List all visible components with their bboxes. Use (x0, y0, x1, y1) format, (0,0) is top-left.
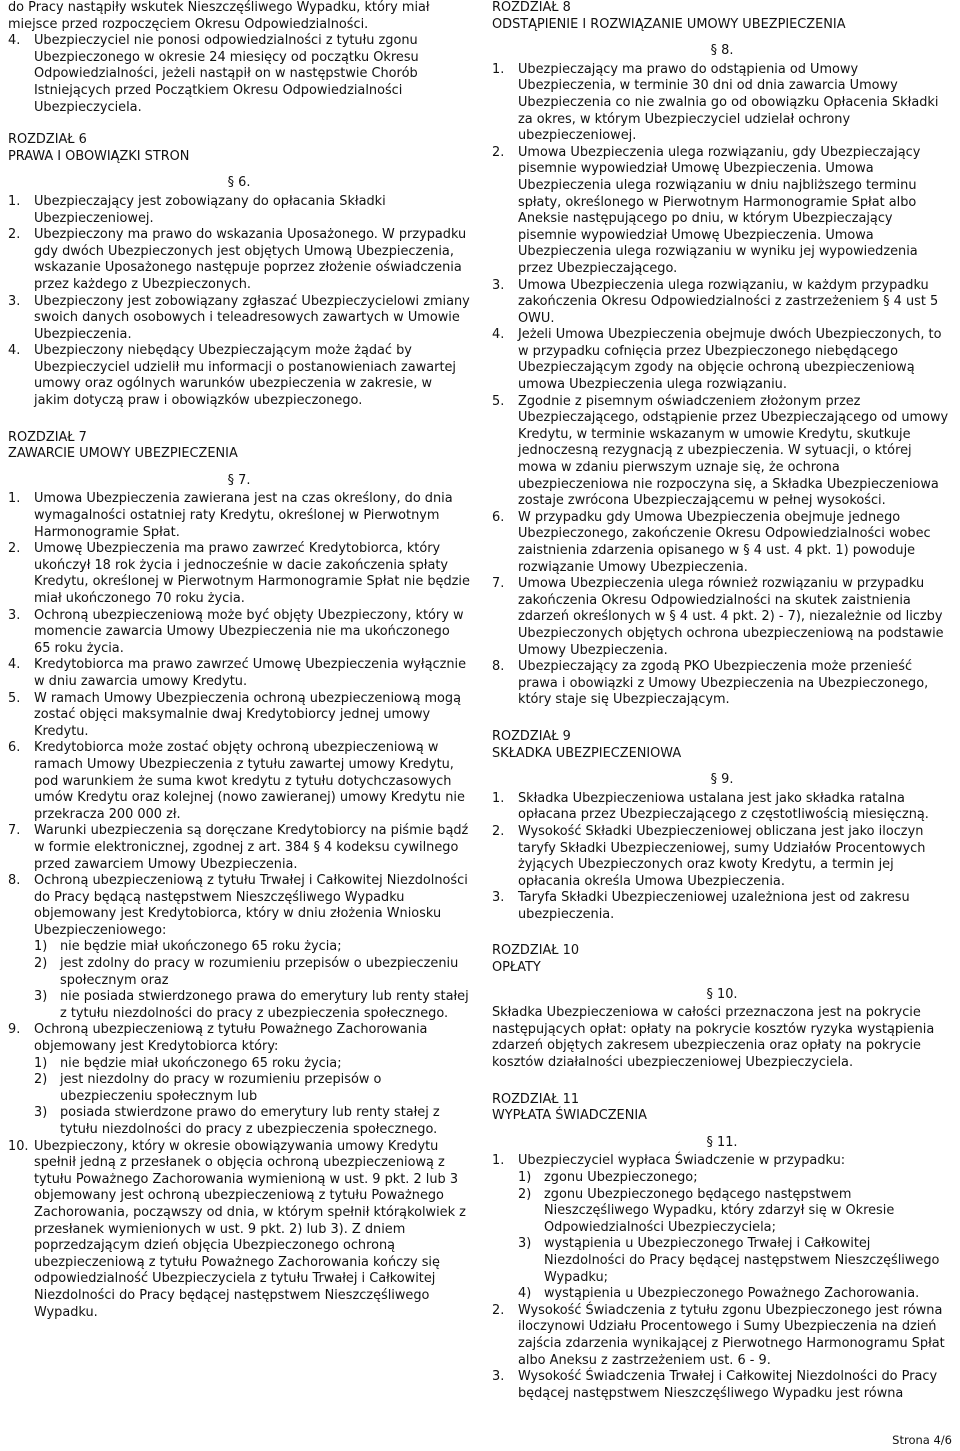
chapter-7-items (8, 491, 470, 1321)
item-text: Składka Ubezpieczeniowa ustalana jest jako składka ratalna opłacana przez Ubezpieczającego z częstotliwością miesięczną. (518, 790, 929, 823)
item-text: Ubezpieczający ma prawo do odstąpienia od Umowy Ubezpieczenia, w terminie 30 dni od dnia zawarcia Umowy Ubezpieczenia co nie zwalnia go od obowiązku Opłacenia Składki za okres, w którym Ubezpieczyciel udzielał ochrony ubezpieczeniowej. (518, 61, 939, 144)
sub-item-number: 3) (34, 1105, 48, 1121)
item-number: 1. (8, 491, 21, 507)
item-text: Zgodnie z pisemnym oświadczeniem złożonym przez Ubezpieczającego, odstąpienie przez Ubezpieczającego od umowy Kredytu, w terminie wskazanym w umowie Kredytu, skutkuje jednoczesną rezygnacją z ubezpieczenia. W sytuacji, o której mowa w zdaniu pierwszym uznaje się, że ochrona ubezpieczeniowa nie rozpoczyna się, a Składka Ubezpieczeniowa zostaje zwrócona Ubezpieczającemu w pełnej wysokości. (518, 393, 949, 509)
sub-item-number: 3) (518, 1236, 532, 1252)
sub-item (518, 1170, 952, 1187)
page-number: Strona 4/6 (892, 1433, 952, 1448)
item-text: Ochroną ubezpieczeniową może być objęty Ubezpieczony, który w momencie zawarcia Umowy Ubezpieczenia nie ma ukończonego 65 roku życia. (34, 607, 464, 656)
item-text: Ubezpieczający jest zobowiązany do opłacania Składki Ubezpieczeniowej. (34, 193, 386, 226)
chapter-heading-10 (492, 943, 952, 976)
section-marker: § 8. (710, 43, 734, 59)
sub-item-number: 2) (34, 956, 48, 972)
list-item (8, 227, 470, 293)
list-item (492, 1153, 952, 1302)
item-number: 6. (492, 509, 505, 525)
chapter-8-items (492, 62, 952, 709)
list-item (492, 576, 952, 659)
item-number: 4. (8, 33, 21, 49)
chapter-10-paragraph: Składka Ubezpieczeniowa w całości przeznaczona jest na pokrycie następujących opłat: opłaty na pokrycie kosztów ryzyka wystąpienia zdarzeń objętych zakresem ubezpieczenia oraz opłaty na pokrycie kosztów działalności ubezpieczeniowej Ubezpieczyciela. (492, 1005, 935, 1071)
item-number: 1. (492, 1153, 505, 1169)
chapter-heading-7 (8, 430, 470, 463)
section-marker: § 10. (706, 986, 738, 1002)
item-number: 3. (8, 607, 21, 623)
sub-item (34, 1056, 470, 1073)
chapter-11-items (492, 1153, 952, 1402)
item-number: 2. (8, 227, 21, 243)
sub-item-number: 4) (518, 1286, 532, 1302)
sub-item (34, 1105, 470, 1138)
chapter-title: ROZDZIAŁ 9 (492, 728, 571, 744)
item-number: 3. (8, 293, 21, 309)
item-number: 3. (492, 890, 505, 906)
chapter-title: ROZDZIAŁ 10 (492, 943, 580, 959)
item-number: 2. (8, 541, 21, 557)
sub-item (518, 1286, 952, 1303)
chapter-subtitle: OPŁATY (492, 960, 541, 976)
list-item (492, 1369, 952, 1402)
item-number: 4. (492, 327, 505, 343)
item-number: 5. (8, 690, 21, 706)
item-text: Ubezpieczony, który w okresie obowiązywania umowy Kredytu spełnił jedną z przesłanek o objęcia ochroną ubezpieczeniową z tytułu Poważnego Zachorowania wymienioną w ust. 9 pkt. 2 lub 3 objemowany jest ochroną ubezpieczeniową z tytułu Poważnego Zachorowania, począwszy od dnia, w którym spełnił którąkolwiek z przesłanek wymienionych w ust. 9 pkt. 2) lub 3). Z dniem poprzedzającym dzień objęcia Ubezpieczonego ochroną ubezpieczeniową z tytułu Poważnego Zachorowania kończy się odpowiedzialność Ubezpieczyciela z tytułu Trwałej i Całkowitej Niezdolności do Pracy będącej następstwem Nieszczęśliwego Wypadku. (34, 1138, 466, 1320)
item-number: 1. (492, 790, 505, 806)
sub-item-text: wystąpienia u Ubezpieczonego Trwałej i Całkowitej Niezdolności do Pracy będącej następstwem Nieszczęśliwego Wypadku; (544, 1236, 940, 1285)
section-marker: § 6. (227, 175, 251, 191)
sub-item (34, 956, 470, 989)
item-number: 10. (8, 1138, 29, 1154)
chapter-title: ROZDZIAŁ 11 (492, 1091, 580, 1107)
item-text: Ubezpieczony niebędący Ubezpieczającym może żądać by Ubezpieczyciel udzielił mu informacji o postanowieniach zawartej umowy oraz ogólnych warunków ubezpieczenia w zakresie, w jakim dotyczą praw i obowiązków ubezpieczonego. (34, 343, 457, 409)
item-text: Umowa Ubezpieczenia ulega rozwiązaniu, w każdym przypadku zakończenia Okresu Odpowiedzialności z zastrzeżeniem § 4 ust 5 OWU. (518, 277, 939, 326)
list-item (492, 145, 952, 278)
section-marker: § 7. (227, 472, 251, 488)
chapter-subtitle: ODSTĄPIENIE I ROZWIĄZANIE UMOWY UBEZPIECZENIA (492, 16, 846, 32)
item-text: Umowę Ubezpieczenia ma prawo zawrzeć Kredytobiorca, który ukończył 18 rok życia i jednocześnie w dacie zakończenia spłaty Kredytu, określonej w Pierwotnym Harmonogramie Spłat nie będzie miał ukończonego 70 roku życia. (34, 541, 470, 606)
list-item (8, 873, 470, 1022)
sub-item-text: zgonu Ubezpieczonego; (544, 1170, 698, 1185)
list-item (8, 1022, 470, 1138)
sub-item-text: zgonu Ubezpieczonego będącego następstwem Nieszczęśliwego Wypadku, który zdarzył się w Okresie Odpowiedzialności Ubezpieczyciela; (544, 1186, 895, 1235)
list-item (8, 1139, 470, 1322)
item-number: 6. (8, 740, 21, 756)
item-text: Ubezpieczający za zgodą PKO Ubezpieczenia może przenieść prawa i obowiązki z Umowy Ubezpieczenia na Ubezpieczonego, który staje się Ubezpieczającym. (518, 659, 929, 708)
item-number: 8. (492, 659, 505, 675)
sub-item-text: jest niezdolny do pracy w rozumieniu przepisów o ubezpieczeniu społecznym lub (60, 1072, 382, 1104)
item-text: Umowa Ubezpieczenia ulega rozwiązaniu, gdy Ubezpieczający pisemnie wypowiedział Umowę Ubezpieczenia. Umowa Ubezpieczenia ulega rozwiązaniu w dniu najbliższego terminu spłaty, określonego w Pierwotnym Harmonogramie Spłat albo Aneksie następującego po dniu, w którym Ubezpieczający pisemnie wypowiedział Umowę Ubezpieczenia. Umowa Ubezpieczenia ulega rozwiązaniu w wyniku jej wypowiedzenia przez Ubezpieczającego. (518, 144, 921, 276)
item-text: Ochroną ubezpieczeniową z tytułu Trwałej i Całkowitej Niezdolności do Pracy będącą następstwem Nieszczęśliwego Wypadku objemowany jest Kredytobiorca, który w dniu złożenia Wniosku Ubezpieczeniowego: (34, 873, 468, 938)
chapter-9-items (492, 791, 952, 924)
chapter-heading-9 (492, 729, 952, 762)
list-item (492, 62, 952, 145)
item-text: Warunki ubezpieczenia są doręczane Kredytobiorcy na piśmie bądź w formie elektronicznej, zgodnej z art. 384 § 4 kodeksu cywilnego przed zawarciem Umowy Ubezpieczenia. (34, 823, 469, 872)
item-number: 1. (492, 61, 505, 77)
list-item (492, 510, 952, 576)
item-number: 4. (8, 657, 21, 673)
list-item (492, 327, 952, 393)
right-column (492, 0, 952, 1402)
chapter-title: ROZDZIAŁ 6 (8, 132, 87, 148)
item-number: 5. (492, 393, 505, 409)
item-number: 7. (8, 823, 21, 839)
item-text: Taryfa Składki Ubezpieczeniowej uzależniona jest od zakresu ubezpieczenia. (518, 890, 910, 922)
sub-item (34, 989, 470, 1022)
sub-item-text: posiada stwierdzone prawo do emerytury lub renty stałej z tytułu niezdolności do pracy z ubezpieczenia społecznego. (60, 1105, 440, 1137)
item-text: Ubezpieczyciel nie ponosi odpowiedzialności z tytułu zgonu Ubezpieczonego w okresie 24 miesięcy od początku Okresu Odpowiedzialności, jeżeli nastąpił on w następstwie Chorób Istniejących przed Początkiem Okresu Odpowiedzialności Ubezpieczyciela. (34, 33, 419, 115)
item-number: 1. (8, 193, 21, 209)
sub-item-number: 1) (518, 1170, 532, 1185)
sub-item-number: 2) (518, 1186, 532, 1202)
item-text: Ubezpieczyciel wypłaca Świadczenie w przypadku: (518, 1153, 846, 1169)
list-item (8, 491, 470, 541)
sub-item-text: jest zdolny do pracy w rozumieniu przepisów o ubezpieczeniu społecznym oraz (60, 956, 459, 988)
section-marker: § 11. (706, 1134, 738, 1150)
sub-item (518, 1187, 952, 1237)
item-text: W przypadku gdy Umowa Ubezpieczenia obejmuje jednego Ubezpieczonego, zakończenie Okresu Odpowiedzialności wobec zaistnienia zdarzenia opisanego w § 4 ust. 4 pkt. 1) powoduje rozwiązanie Umowy Ubezpieczenia. (518, 509, 931, 575)
sub-item-text: wystąpienia u Ubezpieczonego Poważnego Zachorowania. (544, 1286, 920, 1302)
item-number: 9. (8, 1022, 21, 1038)
list-item (8, 194, 470, 227)
item-number: 2. (492, 823, 505, 839)
chapter-subtitle: PRAWA I OBOWIĄZKI STRON (8, 148, 190, 164)
chapter-title: ROZDZIAŁ 8 (492, 0, 571, 15)
section-marker: § 9. (710, 772, 734, 788)
item-text: Wysokość Świadczenia Trwałej i Całkowitej Niezdolności do Pracy będącej następstwem Nieszczęśliwego Wypadku jest równa (518, 1369, 938, 1401)
list-item (8, 740, 470, 823)
chapter-heading-6 (8, 132, 470, 165)
item-text: Wysokość Składki Ubezpieczeniowej obliczana jest jako iloczyn taryfy Składki Ubezpieczeniowej, sumy Udziałów Procentowych żyjących Ubezpieczonych oraz kwoty Kredytu, a termin jej opłacania określa Umowa Ubezpieczenia. (518, 823, 926, 889)
list-item (8, 33, 470, 116)
chapter-subtitle: ZAWARCIE UMOWY UBEZPIECZENIA (8, 446, 238, 462)
item-text: Umowa Ubezpieczenia zawierana jest na czas określony, do dnia wymagalności ostatniej raty Kredytu, określonej w Pierwotnym Harmonogramie Spłat. (34, 491, 453, 540)
chapter-subtitle: WYPŁATA ŚWIADCZENIA (492, 1108, 647, 1124)
item-text: Jeżeli Umowa Ubezpieczenia obejmuje dwóch Ubezpieczonych, to w przypadku cofnięcia przez Ubezpieczonego niebędącego Ubezpieczającym zgody na objęcie ochroną ubezpieczeniową umowa Ubezpieczenia ulega rozwiązaniu. (518, 327, 942, 393)
item-text: Kredytobiorca ma prawo zawrzeć Umowę Ubezpieczenia wyłącznie w dniu zawarcia umowy Kredytu. (34, 657, 467, 689)
list-item (8, 541, 470, 607)
sub-item-number: 1) (34, 939, 48, 955)
sub-item-number: 1) (34, 1055, 48, 1071)
item-text: Ubezpieczony ma prawo do wskazania Uposażonego. W przypadku gdy dwóch Ubezpieczonych jest objętych Umową Ubezpieczenia, wskazanie Uposażonego następuje poprzez złożenie oświadczenia przez każdego z Ubezpieczonych. (34, 227, 467, 292)
sub-item-text: nie będzie miał ukończonego 65 roku życia; (60, 939, 342, 955)
list-item (8, 657, 470, 690)
list-item (492, 394, 952, 510)
item-text: Umowa Ubezpieczenia ulega również rozwiązaniu w przypadku zakończenia Okresu Odpowiedzialności na skutek zaistnienia zdarzeń określonych w § 4 ust. 4 pkt. 2) - 7), niezależnie od liczby Ubezpieczonych objętych ochrona ubezpieczeniową na podstawie Umowy Ubezpieczenia. (518, 576, 944, 658)
item-number: 2. (492, 1302, 505, 1318)
chapter-heading-8 (492, 0, 952, 33)
item-number: 2. (492, 144, 505, 160)
chapter-subtitle: SKŁADKA UBEZPIECZENIOWA (492, 745, 682, 761)
list-item (492, 791, 952, 824)
intro-paragraph: do Pracy nastąpiły wskutek Nieszczęśliwego Wypadku, który miał miejsce przed rozpoczęciem Okresu Odpowiedzialności. (8, 0, 430, 32)
sub-item-number: 2) (34, 1072, 48, 1088)
item-number: 4. (8, 343, 21, 359)
left-column (8, 0, 470, 1321)
list-item (8, 343, 470, 409)
list-item (8, 823, 470, 873)
sub-item-text: nie posiada stwierdzonego prawa do emerytury lub renty stałej z tytułu niezdolności do pracy z ubezpieczenia społecznego. (60, 989, 469, 1021)
sub-item-text: nie będzie miał ukończonego 65 roku życia; (60, 1055, 342, 1071)
list-item (8, 294, 470, 344)
list-item (8, 691, 470, 741)
list-item (492, 659, 952, 709)
item-text: Wysokość Świadczenia z tytułu zgonu Ubezpieczonego jest równa iloczynowi Udziału Procentowego i Sumy Ubezpieczenia na dzień zajścia zdarzenia wynikającej z Pierwotnego Harmonogramu Spłat albo Aneksu z zastrzeżeniem ust. 6 - 9. (518, 1302, 945, 1368)
item-number: 7. (492, 576, 505, 592)
item-number: 8. (8, 873, 21, 889)
item-text: W ramach Umowy Ubezpieczenia ochroną ubezpieczeniową mogą zostać objęci maksymalnie dwaj Kredytobiorcy jednej umowy Kredytu. (34, 690, 461, 739)
sub-item (34, 1072, 470, 1105)
chapter-heading-11 (492, 1092, 952, 1125)
sub-item (34, 939, 470, 956)
list-item (492, 278, 952, 328)
sub-item-number: 3) (34, 989, 48, 1005)
chapter-title: ROZDZIAŁ 7 (8, 429, 87, 445)
list-item (492, 824, 952, 890)
item-text: Ubezpieczony jest zobowiązany zgłaszać Ubezpieczycielowi zmiany swoich danych osobowych i teleadresowych zawartych w Umowie Ubezpieczenia. (34, 293, 470, 342)
item-number: 3. (492, 277, 505, 293)
chapter-6-items (8, 194, 470, 410)
sub-item (518, 1236, 952, 1286)
list-item (8, 608, 470, 658)
item-number: 3. (492, 1369, 505, 1385)
list-item (492, 890, 952, 923)
item-text: Ochroną ubezpieczeniową z tytułu Poważnego Zachorowania objemowany jest Kredytobiorca który: (34, 1022, 428, 1055)
list-item (492, 1303, 952, 1369)
item-text: Kredytobiorca może zostać objęty ochroną ubezpieczeniową w ramach Umowy Ubezpieczenia z tytułu zawartej umowy Kredytu, pod warunkiem że suma kwot kredytu z tytułu dotychczasowych umów Kredytu oraz kolejnej (nowo zawieranej) umowy Kredytu nie przekracza 200 000 zł. (34, 740, 465, 822)
